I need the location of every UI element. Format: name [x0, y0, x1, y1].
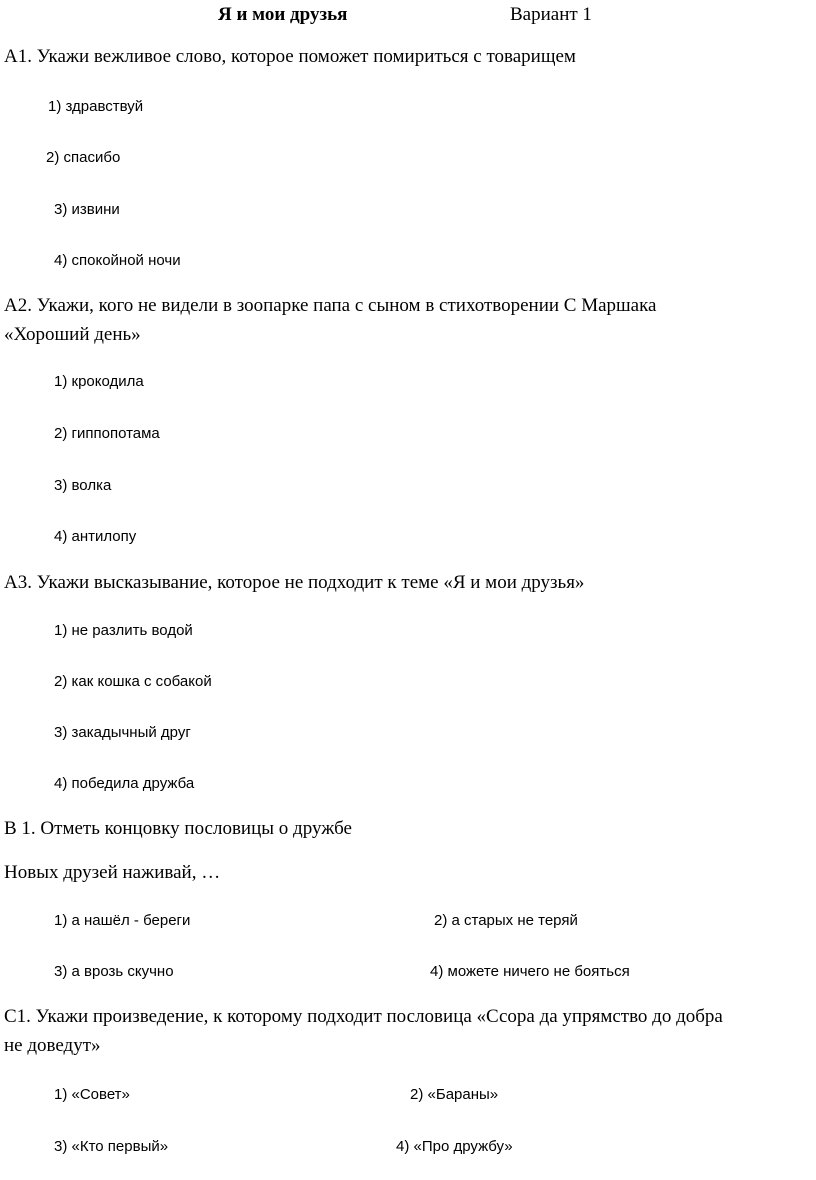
option-a1-1: 1) здравствуй [48, 98, 144, 115]
question-a2-line2: «Хороший день» [4, 324, 141, 345]
option-b1-3: 3) а врозь скучно [54, 963, 174, 980]
option-c1-2: 2) «Бараны» [410, 1086, 499, 1103]
option-b1-4: 4) можете ничего не бояться [430, 963, 630, 980]
option-b1-2: 2) а старых не теряй [434, 912, 578, 929]
question-a2-line1: А2. Укажи, кого не видели в зоопарке папа с сыном в стихотворении С Маршака [4, 295, 657, 316]
option-c1-4: 4) «Про дружбу» [396, 1138, 513, 1155]
option-c1-3: 3) «Кто первый» [54, 1138, 169, 1155]
option-a3-3: 3) закадычный друг [54, 724, 191, 741]
option-a2-3: 3) волка [54, 477, 112, 494]
question-c1-line2: не доведут» [4, 1035, 101, 1056]
worksheet-title: Я и мои друзья [218, 4, 348, 25]
variant-label: Вариант 1 [510, 4, 592, 25]
option-a2-2: 2) гиппопотама [54, 425, 160, 442]
option-a3-4: 4) победила дружба [54, 775, 195, 792]
question-a1: А1. Укажи вежливое слово, которое поможет помириться с товарищем [4, 46, 576, 67]
question-b1: В 1. Отметь концовку пословицы о дружбе [4, 818, 352, 839]
option-a1-3: 3) извини [54, 201, 120, 218]
question-b1-prompt: Новых друзей наживай, … [4, 862, 221, 883]
option-a1-4: 4) спокойной ночи [54, 252, 181, 269]
option-a2-4: 4) антилопу [54, 528, 137, 545]
option-a3-1: 1) не разлить водой [54, 622, 193, 639]
option-a2-1: 1) крокодила [54, 373, 144, 390]
option-a1-2: 2) спасибо [46, 149, 121, 166]
option-c1-1: 1) «Совет» [54, 1086, 130, 1103]
question-c1-line1: С1. Укажи произведение, к которому подходит пословица «Ссора да упрямство до добра [4, 1006, 723, 1027]
question-a3: А3. Укажи высказывание, которое не подходит к теме «Я и мои друзья» [4, 572, 585, 593]
option-a3-2: 2) как кошка с собакой [54, 673, 212, 690]
option-b1-1: 1) а нашёл - береги [54, 912, 191, 929]
